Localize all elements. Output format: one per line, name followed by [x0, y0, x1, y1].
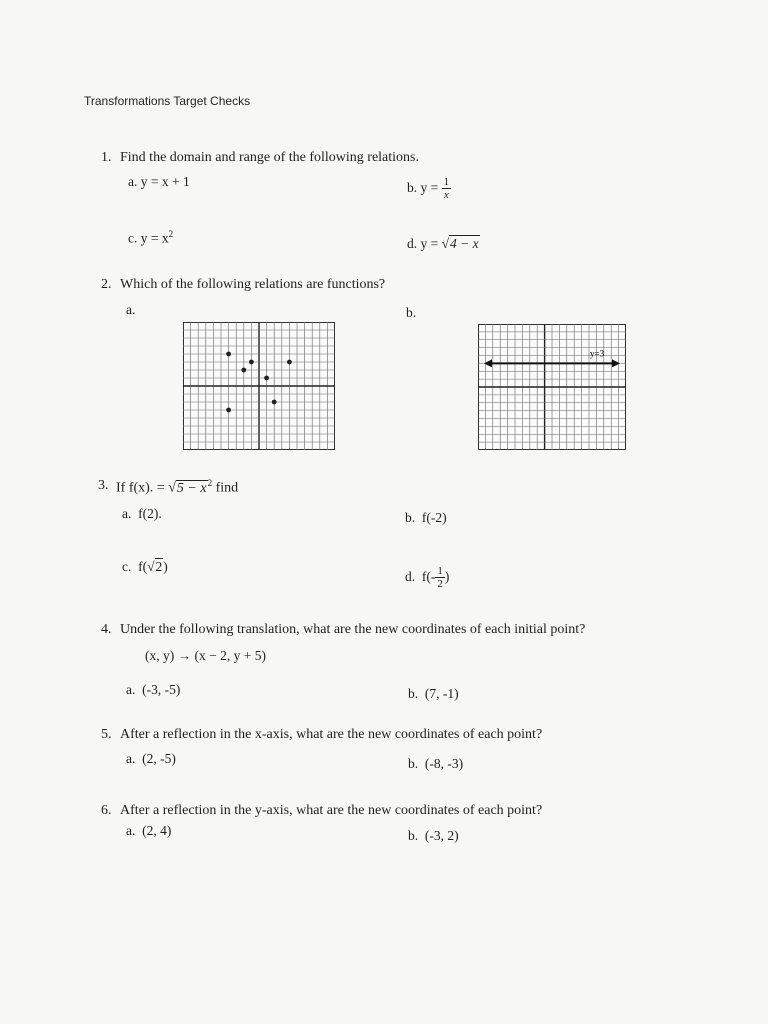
q3-sqrt: $√5 - x^2$ — [168, 478, 213, 496]
plotted-point — [226, 408, 231, 413]
q3-statement — [116, 478, 238, 497]
q1d-sqrt: √4 − x — [441, 236, 479, 251]
q3d-numerator: 1 — [437, 565, 443, 577]
q6b-expr: (-3, 2) — [424, 828, 459, 843]
q3c-radicand: 2 — [155, 559, 163, 574]
q3-exponent: 2 — [207, 478, 213, 488]
q5a-label: a. — [126, 751, 136, 766]
q3-number: 3. — [98, 478, 109, 493]
q3b-expr: f(-2) — [421, 510, 447, 525]
q3c-sqrt: √2 — [147, 559, 163, 574]
q1c-label: c. — [128, 230, 138, 246]
q3c-post: ) — [163, 559, 168, 574]
q1a-label: a. — [128, 174, 138, 189]
q5a-expr: (2, -5) — [142, 751, 176, 766]
q1b-lhs: y = — [420, 180, 439, 196]
q1a-expr: y = x + 1 — [140, 174, 190, 189]
plotted-point — [272, 400, 277, 405]
q1d-label: d. — [407, 236, 418, 251]
q2-text: Which of the following relations are functions? — [120, 277, 386, 292]
q4a-expr: (-3, -5) — [142, 682, 181, 697]
q3a — [122, 506, 162, 522]
q3d-label: d. — [405, 569, 416, 585]
plotted-point — [287, 360, 292, 365]
q1d — [407, 236, 480, 252]
q1a — [128, 174, 190, 190]
q4a-label: a. — [126, 682, 136, 697]
q5b-expr: (-8, -3) — [424, 756, 464, 771]
q2-number: 2. — [101, 277, 112, 292]
q3d-fraction — [435, 566, 445, 590]
q3c — [122, 559, 168, 575]
q3-prefix: If f(x). = — [116, 480, 165, 496]
plotted-point — [241, 368, 246, 373]
q5-number: 5. — [101, 727, 112, 742]
q3a-label: a. — [122, 506, 132, 521]
q3-suffix: find — [215, 480, 239, 496]
q1c — [128, 229, 173, 247]
q1d-lhs: y = — [420, 236, 439, 251]
q4b — [408, 686, 459, 702]
q3a-expr: f(2). — [138, 506, 162, 521]
q6a — [126, 823, 171, 839]
plotted-point — [249, 360, 254, 365]
q6b — [408, 828, 459, 844]
q3d — [405, 566, 449, 590]
q6a-expr: (2, 4) — [142, 823, 172, 838]
q3c-pre: f( — [138, 559, 148, 574]
q1c-exponent: 2 — [168, 229, 174, 239]
q4b-expr: (7, -1) — [424, 686, 459, 701]
q6b-label: b. — [408, 828, 419, 843]
q1c-expr: y = x — [140, 230, 169, 246]
q4-rule: (x, y) → (x − 2, y + 5) — [145, 648, 266, 663]
q1d-radicand: 4 − x — [450, 236, 479, 251]
q2a-graph — [183, 322, 335, 450]
q2a-label: a. — [126, 302, 136, 317]
line-label: y=3 — [590, 348, 605, 359]
q3b — [405, 510, 447, 526]
q2b-graph — [478, 324, 626, 450]
q6-text: After a reflection in the y-axis, what are the new coordinates of each point? — [120, 803, 543, 818]
q4a — [126, 682, 180, 698]
q1b-fraction — [442, 177, 452, 201]
q6-number: 6. — [101, 803, 112, 818]
q1-number: 1. — [101, 150, 112, 165]
q3d-pre: f(- — [421, 569, 436, 585]
q3b-label: b. — [405, 510, 416, 525]
q5b-label: b. — [408, 756, 419, 771]
q5b — [408, 756, 463, 772]
q1-text: Find the domain and range of the following relations. — [120, 150, 419, 165]
q1b-denominator: x — [442, 188, 452, 201]
q1b — [407, 177, 451, 201]
q3d-denominator: 2 — [437, 578, 443, 590]
q3c-label: c. — [122, 559, 132, 574]
q6a-label: a. — [126, 823, 136, 838]
page-title: Transformations Target Checks — [84, 94, 251, 108]
q4b-label: b. — [408, 686, 419, 701]
q2b-label: b. — [406, 305, 417, 320]
q5a — [126, 751, 176, 767]
q4-number: 4. — [101, 622, 112, 637]
q3-radicand: 5 − x — [176, 480, 207, 496]
plotted-point — [226, 352, 231, 357]
plotted-point — [264, 376, 269, 381]
q5-text: After a reflection in the x-axis, what are the new coordinates of each point? — [120, 727, 543, 742]
q1b-label: b. — [407, 180, 418, 196]
q3d-post: ) — [444, 569, 450, 585]
q1b-numerator: 1 — [443, 176, 450, 188]
q4-text: Under the following translation, what are the new coordinates of each initial point? — [120, 622, 586, 637]
